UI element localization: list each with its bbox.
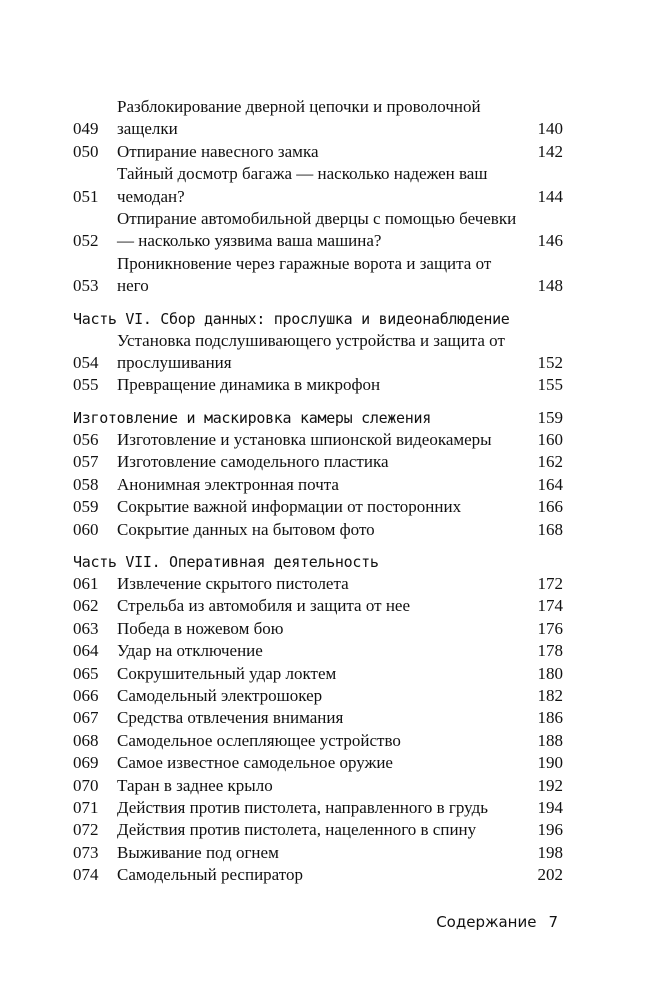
entry-number: 072 [73, 820, 99, 840]
entry-number: 068 [73, 730, 99, 750]
entry-title: Выживание под огнем [117, 842, 279, 862]
entry-page-number: 140 [537, 119, 563, 139]
footer-page-number: 7 [548, 913, 558, 931]
section-heading [73, 551, 563, 573]
entry-title: Удар на отключение [117, 641, 263, 661]
entry-page-number: 188 [537, 730, 563, 750]
entry-number: 066 [73, 685, 99, 705]
entry-number: 060 [73, 519, 99, 539]
section-title: Часть VII. Оперативная деятельность [73, 552, 379, 571]
entry-page-number: 162 [537, 452, 563, 472]
entry-title: Превращение динамика в микрофон [117, 375, 381, 395]
toc-entry [73, 496, 563, 518]
entry-page-number: 190 [537, 753, 563, 773]
entry-page-number: 192 [537, 775, 563, 795]
entry-number: 049 [73, 119, 99, 139]
toc-entry [73, 595, 563, 617]
toc-entry [73, 163, 563, 208]
entry-number: 073 [73, 842, 99, 862]
entry-title: Самое известное самодельное оружие [117, 753, 393, 773]
entry-number: 058 [73, 474, 99, 494]
entry-title: Извлечение скрытого пистолета [117, 573, 349, 593]
entry-number: 051 [73, 186, 99, 206]
entry-number: 062 [73, 596, 99, 616]
entry-number: 067 [73, 708, 99, 728]
section-heading [73, 407, 563, 429]
entry-title: Анонимная электронная почта [117, 474, 339, 494]
entry-number: 070 [73, 775, 99, 795]
entry-page-number: 172 [537, 573, 563, 593]
entry-number: 053 [73, 276, 99, 296]
toc-entry [73, 429, 563, 451]
entry-number: 074 [73, 865, 99, 885]
entry-number: 071 [73, 797, 99, 817]
toc-entry [73, 519, 563, 541]
entry-page-number: 180 [537, 663, 563, 683]
entry-title: Победа в ножевом бою [117, 618, 284, 638]
entry-number: 064 [73, 641, 99, 661]
entry-title: Таран в заднее крыло [117, 775, 273, 795]
toc-entry [73, 374, 563, 396]
toc-entry [73, 864, 563, 886]
entry-page-number: 152 [537, 353, 563, 373]
entry-page-number: 166 [537, 497, 563, 517]
entry-title: Сокрушительный удар локтем [117, 663, 337, 683]
toc-entry [73, 141, 563, 163]
toc-entry [73, 707, 563, 729]
entry-page-number: 196 [537, 820, 563, 840]
entry-title: Действия против пистолета, нацеленного в спину [117, 820, 477, 840]
toc-entry [73, 685, 563, 707]
footer-label: Содержание [436, 913, 537, 931]
entry-title: Сокрытие данных на бытовом фото [117, 519, 375, 539]
entry-title: Самодельный респиратор [117, 865, 303, 885]
toc-entry [73, 474, 563, 496]
toc-entry [73, 842, 563, 864]
section-title: Часть VI. Сбор данных: прослушка и видеонаблюдение [73, 309, 510, 328]
section-title: Изготовление и маскировка камеры слежения [73, 408, 431, 427]
entry-page-number: 202 [537, 865, 563, 885]
entry-title: Изготовление самодельного пластика [117, 452, 389, 472]
entry-title: Изготовление и установка шпионской видеокамеры [117, 429, 492, 449]
entry-number: 057 [73, 452, 99, 472]
entry-page-number: 144 [537, 186, 563, 206]
entry-title: Сокрытие важной информации от посторонних [117, 497, 462, 517]
section-spacer [73, 541, 563, 551]
toc-entry [73, 640, 563, 662]
entry-title: Самодельное ослепляющее устройство [117, 730, 401, 750]
toc-entry [73, 819, 563, 841]
entry-page-number: 182 [537, 685, 563, 705]
entry-number: 055 [73, 375, 99, 395]
entry-page-number: 198 [537, 842, 563, 862]
entry-page-number: 174 [537, 596, 563, 616]
toc-entry [73, 797, 563, 819]
entry-page-number: 194 [537, 797, 563, 817]
toc-entry [73, 618, 563, 640]
toc-entry [73, 730, 563, 752]
entry-page-number: 142 [537, 141, 563, 161]
entry-title: Тайный досмотр багажа — насколько надежен ваш чемодан? [117, 164, 488, 206]
entry-title: Средства отвлечения внимания [117, 708, 344, 728]
entry-number: 059 [73, 497, 99, 517]
table-of-contents [73, 96, 563, 887]
entry-title: Стрельба из автомобиля и защита от нее [117, 596, 411, 616]
entry-number: 063 [73, 618, 99, 638]
entry-title: Действия против пистолета, направленного в грудь [117, 797, 488, 817]
section-spacer [73, 397, 563, 407]
toc-entry [73, 752, 563, 774]
toc-entry [73, 663, 563, 685]
toc-entry [73, 451, 563, 473]
entry-title: Отпирание автомобильной дверцы с помощью бечевки — насколько уязвима ваша машина? [117, 209, 517, 251]
entry-page-number: 155 [537, 375, 563, 395]
entry-number: 056 [73, 429, 99, 449]
entry-number: 052 [73, 231, 99, 251]
entry-number: 050 [73, 141, 99, 161]
running-footer [436, 913, 558, 931]
entry-page-number: 164 [537, 474, 563, 494]
toc-entry [73, 330, 563, 375]
toc-entry [73, 775, 563, 797]
section-spacer [73, 298, 563, 308]
entry-number: 065 [73, 663, 99, 683]
entry-title: Проникновение через гаражные ворота и защита от него [117, 253, 492, 296]
toc-entry [73, 208, 563, 253]
entry-number: 069 [73, 753, 99, 773]
entry-title: Самодельный электрошокер [117, 685, 323, 705]
entry-title: Разблокирование дверной цепочки и проволочной защелки [117, 97, 481, 139]
entry-title: Установка подслушивающего устройства и защита от прослушивания [117, 330, 505, 373]
section-page-number: 159 [537, 407, 563, 427]
entry-page-number: 160 [537, 429, 563, 449]
entry-page-number: 178 [537, 641, 563, 661]
toc-entry [73, 96, 563, 141]
toc-entry [73, 253, 563, 298]
entry-page-number: 186 [537, 708, 563, 728]
entry-page-number: 176 [537, 618, 563, 638]
entry-page-number: 168 [537, 519, 563, 539]
entry-page-number: 148 [537, 276, 563, 296]
entry-number: 061 [73, 573, 99, 593]
entry-number: 054 [73, 353, 99, 373]
section-heading [73, 308, 563, 330]
toc-entry [73, 573, 563, 595]
entry-title: Отпирание навесного замка [117, 141, 319, 161]
entry-page-number: 146 [537, 231, 563, 251]
